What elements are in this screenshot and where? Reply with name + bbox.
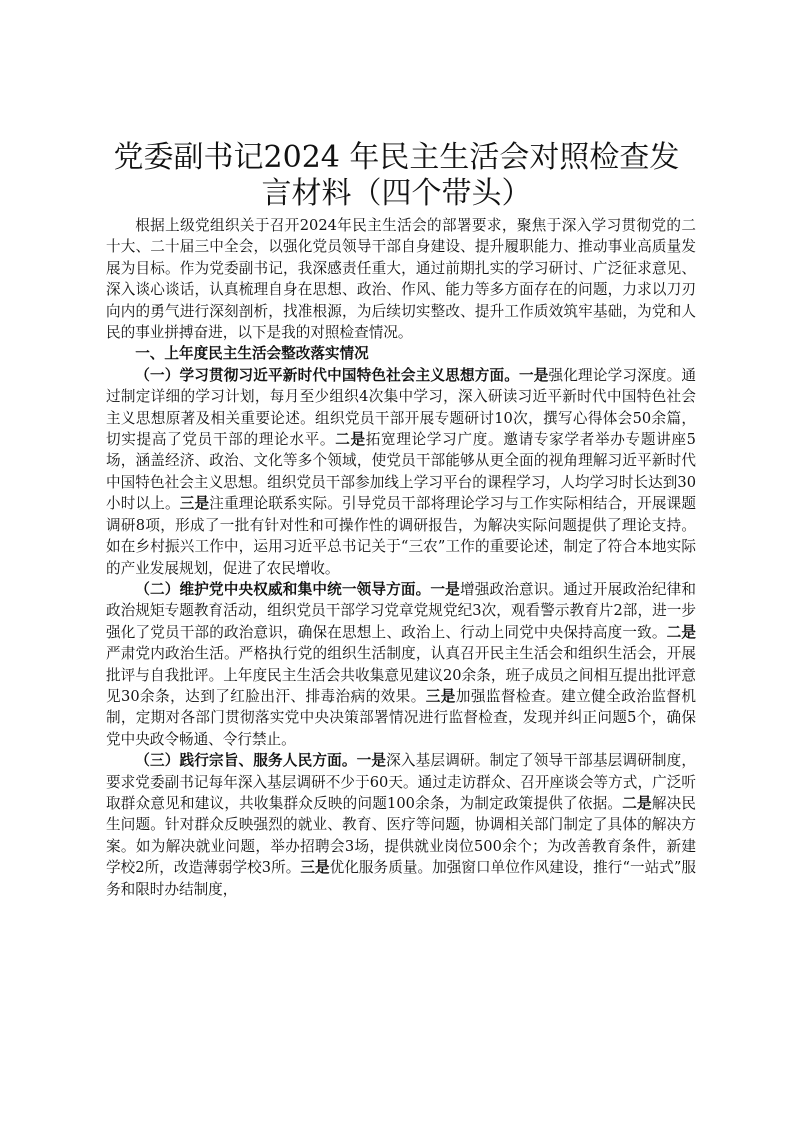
document-title: 党委副书记2024 年民主生活会对照检查发言材料（四个带头）: [113, 140, 680, 211]
subsection-2-heading: （二）维护党中央权威和集中统一领导方面。: [135, 580, 431, 598]
point-marker: 二是: [335, 431, 366, 449]
intro-paragraph: 根据上级党组织关于召开2024年民主生活会的部署要求，聚焦于深入学习贯彻党的二十大、二十届三中全会，以强化党员领导干部自身建设、提升履职能力、推动事业高质量发展为目标。作为党委副书记，我深感责任重大，通过前期扎实的学习研讨、广泛征求意见、深入谈心谈话，认真梳理自身在思想、政治、作风、能力等多方面存在的问题，力求以刀刃向内的勇气进行深刻剖析，找准根源，为后续切实整改、提升工作质效筑牢基础，为党和人民的事业拼搏奋进，以下是我的对照检查情况。: [106, 217, 696, 342]
point-text: 严肃党内政治生活。严格执行党的组织生活制度，认真召开民主生活会和组织生活会，开展批评与自我批评。上年度民主生活会共收集意见建议20余条，班子成员之间相互提出批评意见30余条，达到了红脸出汗、排毒治病的效果。: [106, 645, 696, 705]
section-heading-text: 一、上年度民主生活会整改落实情况: [135, 345, 369, 363]
point-text: 注重理论联系实际。引导党员干部将理论学习与工作实际相结合，开展课题调研8项，形成了一批有针对性和可操作性的调研报告，为解决实际问题提供了理论支持。如在乡村振兴工作中，运用习近平总书记关于“三农”工作的重要论述，制定了符合本地实际的产业发展规划，促进了农民增收。: [106, 495, 696, 577]
subsection-2-paragraph: [106, 579, 696, 750]
point-text: 解决民生问题。针对群众反映强烈的就业、教育、医疗等问题，协调相关部门制定了具体的解决方案。如为解决就业问题，举办招聘会3场，提供就业岗位500余个；为改善教育条件，新建学校2所，改造薄弱学校3所。: [106, 794, 696, 877]
point-marker: 二是: [622, 794, 652, 812]
point-marker: 一是: [430, 580, 460, 598]
point-text: 增强政治意识。通过开展政治纪律和政治规矩专题教育活动，组织党员干部学习党章党规党纪3次，观看警示教育片2部，进一步强化了党员干部的政治意识，确保在思想上、政治上、行动上同党中央保持高度一致。: [106, 580, 696, 641]
point-marker: 一是: [519, 366, 549, 384]
point-text: 加强监督检查。建立健全政治监督机制，定期对各部门贯彻落实党中央决策部署情况进行监督检查，发现并纠正问题5个，确保党中央政令畅通、令行禁止。: [106, 687, 696, 748]
subsection-1-paragraph: [106, 365, 696, 579]
point-marker: 三是: [179, 495, 210, 513]
document-body: [106, 215, 696, 900]
point-marker: 三是: [300, 859, 330, 877]
point-text: 优化服务质量。加强窗口单位作风建设，推行“一站式”服务和限时办结制度，: [106, 859, 696, 898]
subsection-1-heading: （一）学习贯彻习近平新时代中国特色社会主义思想方面。: [135, 366, 519, 384]
subsection-3-heading: （三）践行宗旨、服务人民方面。: [135, 752, 357, 770]
point-marker: 一是: [356, 752, 387, 770]
point-marker: 二是: [666, 623, 696, 641]
point-text: 拓宽理论学习广度。邀请专家学者举办专题讲座5场，涵盖经济、政治、文化等多个领域，使党员干部能够从更全面的视角理解习近平新时代中国特色社会主义思想。组织党员干部参加线上学习平台的课程学习，人均学习时长达到30小时以上。: [106, 431, 696, 513]
point-marker: 三是: [425, 687, 456, 705]
point-text: 强化理论学习深度。通过制定详细的学习计划，每月至少组织4次集中学习，深入研读习近平新时代中国特色社会主义思想原著及相关重要论述。组织党员干部开展专题研讨10次，撰写心得体会50余篇，切实提高了党员干部的理论水平。: [106, 366, 696, 449]
subsection-3-paragraph: [106, 750, 696, 900]
section-heading: [106, 343, 696, 364]
point-text: 深入基层调研。制定了领导干部基层调研制度，要求党委副书记每年深入基层调研不少于60天。通过走访群众、召开座谈会等方式，广泛听取群众意见和建议，共收集群众反映的问题100余条，为制定政策提供了依据。: [106, 752, 696, 812]
